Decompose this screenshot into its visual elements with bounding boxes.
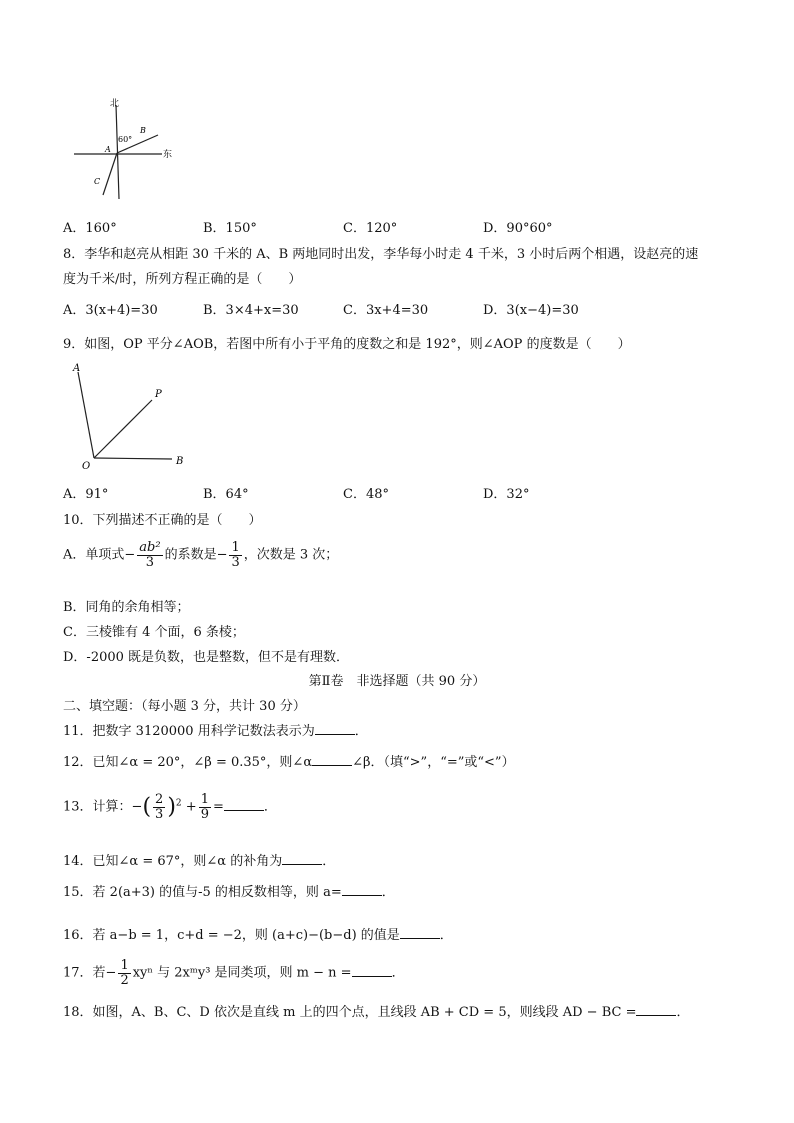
answer-blank[interactable]: [312, 753, 352, 766]
answer-blank[interactable]: [224, 798, 264, 811]
q11: 11．把数字 3120000 用科学记数法表示为 ．: [63, 724, 368, 739]
q10-option-a: A．单项式− $\frac{\text{ab²}}{3}$ 的系数是− $\frac{1}{3}$ ，次数是 3 次；: [63, 540, 339, 570]
q10-option-c: C．三棱锥有 4 个面，6 条棱；: [63, 625, 245, 640]
q9-option-c: C．48°: [343, 487, 389, 502]
point-b-label: B: [176, 456, 184, 467]
q7-option-d: D．90°60°: [483, 221, 553, 236]
q8-option-a: A．3(x+4)=30: [63, 303, 158, 318]
q10-option-b: B．同角的余角相等；: [63, 600, 190, 615]
q12: 12．已知∠α = 20°，∠β = 0.35°，则∠α ∠β．（填“>”，“=”或“<”）: [63, 755, 515, 770]
q17: 17．若− $\frac{1}{2}$ xyⁿ 与 2xᵐy³ 是同类项，则 m − n = ．: [63, 958, 405, 988]
answer-blank[interactable]: [352, 964, 392, 977]
answer-blank[interactable]: [282, 852, 322, 865]
q9-option-b: B．64°: [203, 487, 249, 502]
point-p-label: P: [155, 389, 162, 400]
q9-stem: 9．如图，OP 平分∠AOB，若图中所有小于平角的度数之和是 192°，则∠AOP 的度数是（ ）: [63, 337, 631, 352]
q14: 14．已知∠α = 67°，则∠α 的补角为 ．: [63, 854, 336, 869]
q15: 15．若 2(a+3) 的值与-5 的相反数相等，则 a= ．: [63, 885, 395, 900]
answer-blank[interactable]: [400, 926, 440, 939]
q8-option-c: C．3x+4=30: [343, 303, 429, 318]
direction-figure: [70, 95, 180, 205]
point-o-label: O: [82, 461, 91, 472]
q8-option-d: D．3(x−4)=30: [483, 303, 579, 318]
point-c-label: C: [94, 177, 101, 186]
angle-figure: [70, 360, 195, 472]
q9-option-d: D．32°: [483, 487, 530, 502]
q7-option-b: B．150°: [203, 221, 257, 236]
east-label: 东: [163, 150, 173, 160]
q9-option-a: A．91°: [63, 487, 109, 502]
q13: 13．计算：−( $\frac{2}{3}$ )$^2$ + $\frac{1}{9}$ = ．: [63, 792, 277, 822]
q16: 16．若 a−b = 1，c+d = −2，则 (a+c)−(b−d) 的值是 ．: [63, 928, 453, 943]
section-heading: 二、填空题：（每小题 3 分，共计 30 分）: [63, 699, 306, 714]
point-b-label: B: [140, 126, 146, 135]
point-a-label: A: [73, 363, 81, 374]
q10-option-d: D．-2000 既是负数，也是整数，但不是有理数．: [63, 650, 350, 665]
angle-label: 60°: [118, 135, 133, 144]
q8-option-b: B．3×4+x=30: [203, 303, 299, 318]
q7-option-c: C．120°: [343, 221, 398, 236]
north-label: 北: [110, 99, 120, 109]
answer-blank[interactable]: [342, 883, 382, 896]
q8-stem-line2: 度为千米/时，所列方程正确的是（ ）: [63, 272, 302, 287]
point-a-label: A: [105, 145, 111, 154]
q10-stem: 10．下列描述不正确的是（ ）: [63, 513, 262, 528]
q18: 18．如图，A、B、C、D 依次是直线 m 上的四个点，且线段 AB + CD = 5，则线段 AD − BC = ．: [63, 1005, 690, 1020]
section-title: 第Ⅱ卷 非选择题（共 90 分）: [308, 674, 486, 689]
answer-blank[interactable]: [636, 1003, 676, 1016]
q7-option-a: A．160°: [63, 221, 117, 236]
answer-blank[interactable]: [315, 722, 355, 735]
q8-stem-line1: 8．李华和赵亮从相距 30 千米的 A、B 两地同时出发，李华每小时走 4 千米，3 小时后两个相遇，设赵亮的速: [63, 247, 699, 262]
